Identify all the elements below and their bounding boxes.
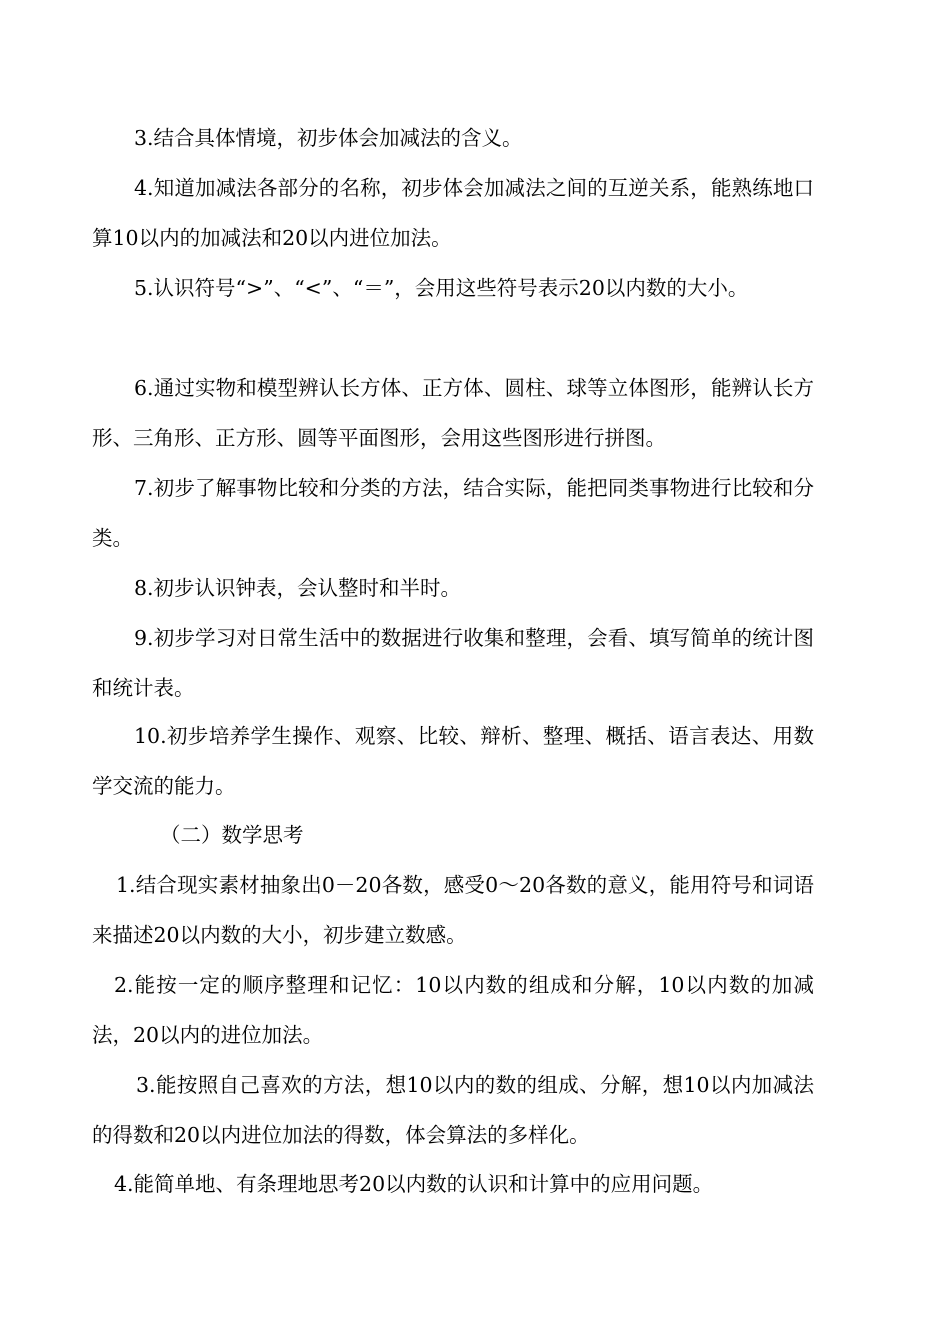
paragraph-thinking-2: 2.能按一定的顺序整理和记忆：10以内数的组成和分解，10以内数的加减法，20以内的进位加法。 [92, 973, 814, 1047]
paragraph-goal-7: 7.初步了解事物比较和分类的方法，结合实际，能把同类事物进行比较和分类。 [92, 476, 814, 550]
paragraph-thinking-1: 1.结合现实素材抽象出0－20各数，感受0～20各数的意义，能用符号和词语来描述20以内数的大小，初步建立数感。 [92, 873, 814, 947]
paragraph-goal-6: 6.通过实物和模型辨认长方体、正方体、圆柱、球等立体图形，能辨认长方形、三角形、正方形、圆等平面图形，会用这些图形进行拼图。 [92, 376, 814, 450]
paragraph-goal-5: 5.认识符号“>”、“<”、“＝”，会用这些符号表示20以内数的大小。 [134, 276, 749, 300]
paragraph-goal-3: 3.结合具体情境，初步体会加减法的含义。 [134, 126, 523, 150]
section-heading: （二）数学思考 [160, 823, 304, 847]
paragraph-thinking-3: 3.能按照自己喜欢的方法，想10以内的数的组成、分解，想10以内加减法的得数和20以内进位加法的得数，体会算法的多样化。 [92, 1073, 814, 1147]
paragraph-goal-4: 4.知道加减法各部分的名称，初步体会加减法之间的互逆关系，能熟练地口算10以内的加减法和20以内进位加法。 [92, 176, 814, 250]
paragraph-goal-9: 9.初步学习对日常生活中的数据进行收集和整理，会看、填写简单的统计图和统计表。 [92, 626, 814, 700]
paragraph-thinking-4: 4.能简单地、有条理地思考20以内数的认识和计算中的应用问题。 [114, 1172, 714, 1196]
paragraph-goal-10: 10.初步培养学生操作、观察、比较、辩析、整理、概括、语言表达、用数学交流的能力。 [92, 724, 814, 798]
paragraph-goal-8: 8.初步认识钟表，会认整时和半时。 [134, 576, 462, 600]
